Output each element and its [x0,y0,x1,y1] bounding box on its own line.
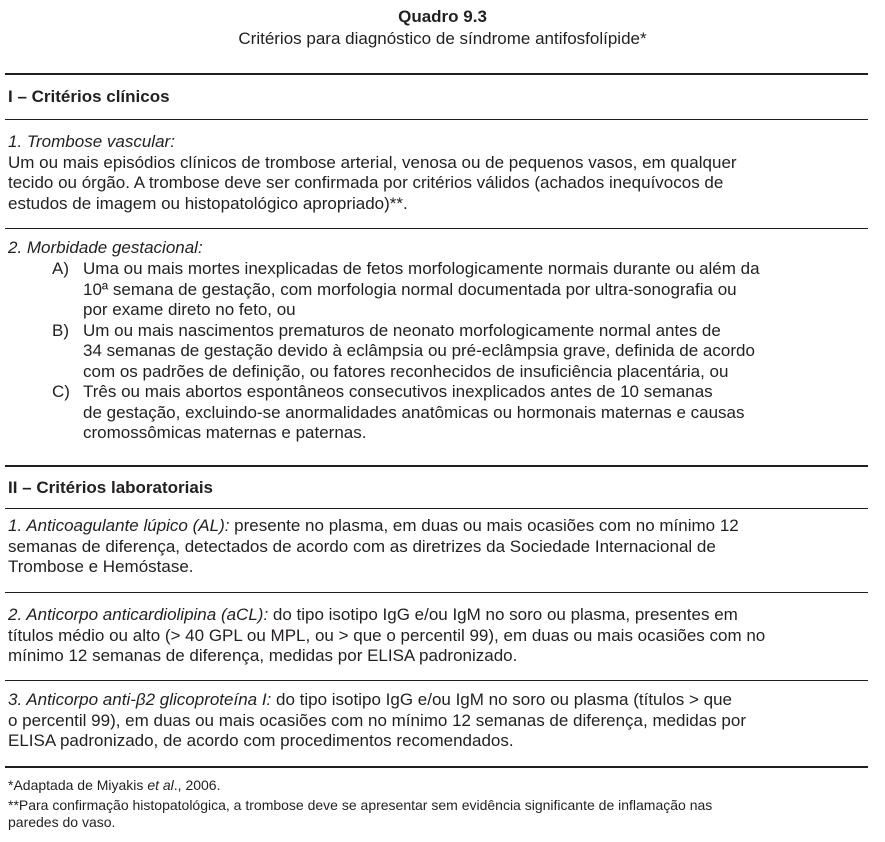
criterion-lead: 3. Anticorpo anti-β2 glicoproteína I: [8,690,272,709]
criterion-lead: 2. Anticorpo anticardiolipina (aCL): [8,605,269,624]
footnotes [8,777,870,831]
list-item [8,382,870,444]
divider [5,508,868,509]
item-line: cromossômicas maternas e paternas. [83,423,367,442]
footnote-em: et al [147,777,174,793]
box-number: Quadro 9.3 [398,7,487,26]
criterion-text: do tipo isotipo IgG e/ou IgM no soro ou plasma (títulos > que [271,690,732,709]
item-line: por exame direto no feto, ou [83,300,296,319]
criterion-line: mínimo 12 semanas de diferença, medidas por ELISA padronizado. [8,646,518,665]
criterion-line: semanas de diferença, detectados de acordo com as diretrizes da Sociedade Internacional de [8,536,716,556]
footnote-source [8,777,870,794]
criterion-text: presente no plasma, em duas ou mais ocasiões com no mínimo 12 [229,516,739,535]
criterion-line: títulos médio ou alto (> 40 GPL ou MPL, ou > que o percentil 99), em duas ou mais ocasiões com no [8,625,766,645]
criterion-lead: 1. Anticoagulante lúpico (AL): [8,516,230,535]
item-line: 10ª semana de gestação, com morfologia normal documentada por ultra-sonografia ou [83,279,737,299]
criterion-line: o percentil 99), em duas ou mais ocasiões com no mínimo 12 semanas de diferença, medidas por [8,710,746,730]
criterion-line: Trombose e Hemóstase. [8,557,194,576]
pregnancy-lead [8,238,870,259]
thrombosis-line: Um ou mais episódios clínicos de trombose arterial, venosa ou de pequenos vasos, em qualquer [8,152,737,172]
criterion-line: ELISA padronizado, de acordo com procedimentos recomendados. [8,731,514,750]
lab-criterion-beta2 [8,690,870,752]
item-line: Três ou mais abortos espontâneos consecutivos inexplicados antes de 10 semanas [83,382,713,401]
lab-criterion-acl [8,605,870,667]
divider [5,119,868,120]
divider [5,228,868,229]
item-line: Um ou mais nascimentos prematuros de neonato morfologicamente normal antes de [83,320,721,340]
pregnancy-lead-text: 2. Morbidade gestacional: [8,238,203,257]
footnote-histopathology: **Para confirmação histopatológica, a trombose deve se apresentar sem evidência significante de inflamação nas [8,797,713,813]
thrombosis-line: estudos de imagem ou histopatológico apropriado)**. [8,193,408,213]
item-line: com os padrões de definição, ou fatores reconhecidos de insuficiência placentária, ou [83,361,729,381]
list-item [8,259,870,321]
list-item [8,321,870,383]
criterion-text: do tipo isotipo IgG e/ou IgM no soro ou plasma, presentes em [268,605,738,624]
lab-heading: II – Critérios laboratoriais [8,478,214,497]
item-line: 34 semanas de gestação devido à eclâmpsia ou pré-eclâmpsia grave, definida de acordo [83,341,755,360]
item-line: Uma ou mais mortes inexplicadas de fetos morfologicamente normais durante ou além da [83,259,760,278]
top-rule [5,73,868,75]
item-line: de gestação, excluindo-se anormalidades anatômicas ou hormonais maternas e causas [83,402,745,422]
clinical-heading: I – Critérios clínicos [8,87,170,106]
thrombosis-line: tecido ou órgão. A trombose deve ser confirmada por critérios válidos (achados inequívocos de [8,173,724,192]
thrombosis-lead: 1. Trombose vascular: [8,132,175,151]
divider [5,592,868,593]
item-letter: C) [52,382,70,401]
thrombosis-criterion [8,132,870,214]
box-subtitle: Critérios para diagnóstico de síndrome antifosfolípide* [238,29,647,48]
lab-criterion-lupus [8,516,870,578]
footnote-text: ., 2006. [173,777,221,793]
item-letter: B) [52,320,69,340]
divider [5,680,868,681]
item-letter: A) [52,259,69,278]
footnote-histopathology-cont: paredes do vaso. [8,814,116,830]
footnote-text: *Adaptada de Miyakis [8,777,148,793]
section-rule [5,465,868,467]
bottom-rule [5,766,868,768]
pregnancy-list [8,259,870,444]
